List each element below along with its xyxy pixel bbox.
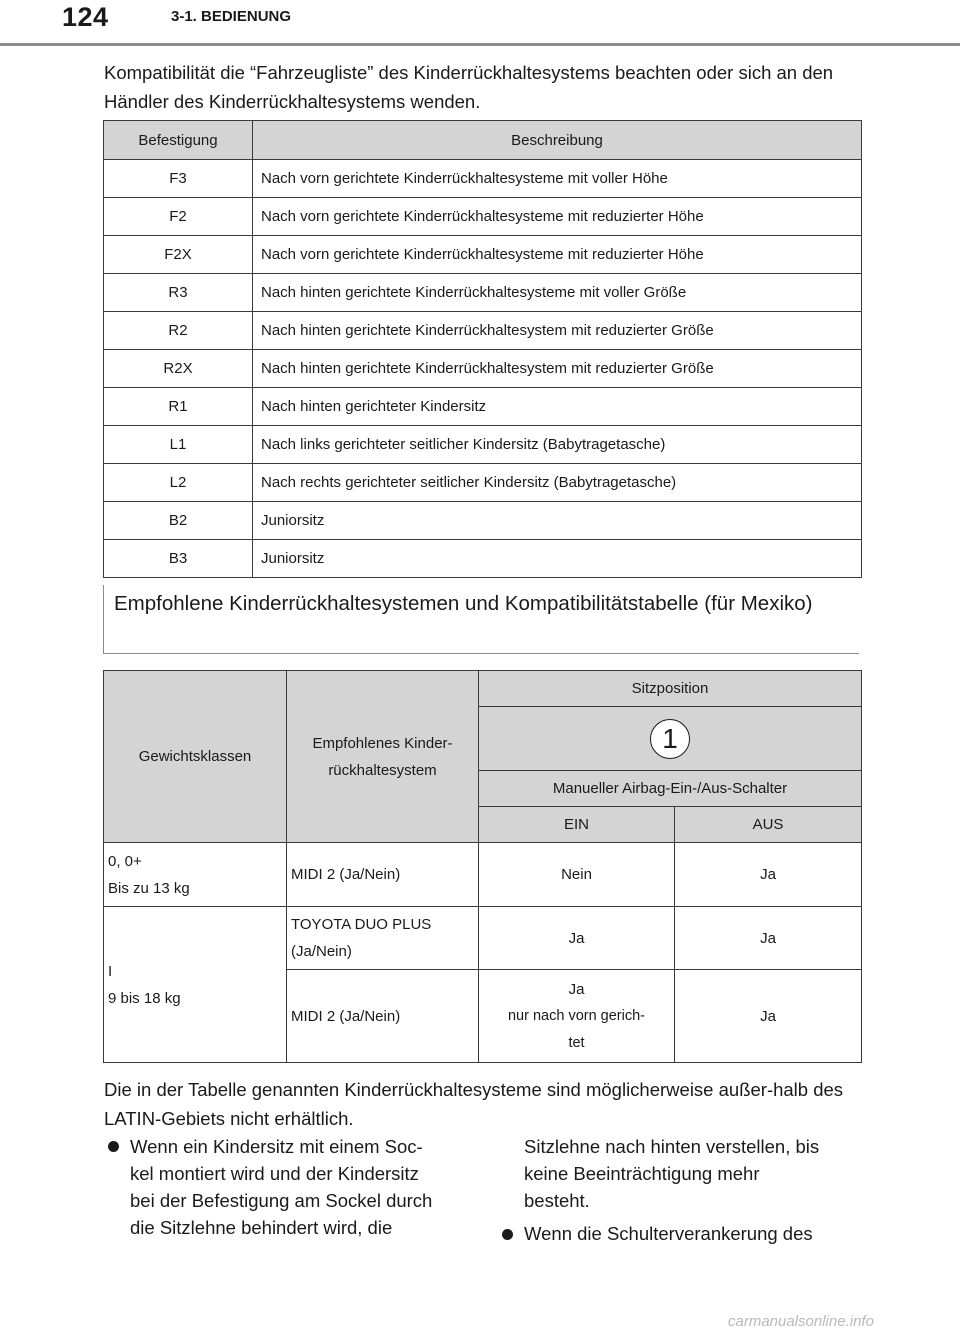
row-code: R3: [104, 274, 253, 312]
row-description: Nach links gerichteter seitlicher Kindersitz (Babytragetasche): [253, 426, 862, 464]
row-description: Nach hinten gerichteter Kindersitz: [253, 388, 862, 426]
header-recommended-system: [287, 671, 479, 843]
row-description: Nach vorn gerichtete Kinderrückhaltesysteme mit reduzierter Höhe: [253, 198, 862, 236]
availability-note: Die in der Tabelle genannten Kinderrückhaltesysteme sind möglicherweise außer-halb des LATIN-Gebiets nicht erhältlich.: [104, 1079, 844, 1129]
table-row: [104, 236, 862, 274]
system-name-line-2: (Ja/Nein): [291, 943, 352, 960]
weight-class-range: 9 bis 18 kg: [108, 989, 181, 1007]
row-code: R2: [104, 312, 253, 350]
table-row: [104, 907, 862, 970]
row-description: Nach vorn gerichtete Kinderrückhaltesysteme mit reduzierter Höhe: [253, 236, 862, 274]
system-cell: MIDI 2 (Ja/Nein): [287, 970, 479, 1063]
row-description: Nach rechts gerichteter seitlicher Kindersitz (Babytragetasche): [253, 464, 862, 502]
left-line-3: bei der Befestigung am Sockel durch: [130, 1190, 433, 1211]
header-divider: [0, 43, 960, 46]
table-row: [104, 198, 862, 236]
left-column-text: [130, 1133, 475, 1241]
anchorage-table-header: [104, 121, 862, 160]
system-cell: MIDI 2 (Ja/Nein): [287, 843, 479, 907]
header-befestigung: Befestigung: [104, 121, 253, 160]
watermark: carmanualsonline.info: [728, 1313, 874, 1330]
weight-class-name: I: [108, 962, 113, 980]
anchorage-table: [103, 120, 862, 578]
system-name-line-1: TOYOTA DUO PLUS: [291, 916, 432, 933]
header-airbag-switch: Manueller Airbag-Ein-/Aus-Schalter: [479, 771, 862, 807]
seat-number-badge: 1: [650, 719, 690, 759]
row-code: R1: [104, 388, 253, 426]
table-row: [104, 350, 862, 388]
on-value-line-1: Ja: [568, 980, 585, 998]
table-row: [104, 843, 862, 907]
row-code: B2: [104, 502, 253, 540]
right-line-1: Sitzlehne nach hinten verstellen, bis: [524, 1136, 820, 1157]
row-code: F2X: [104, 236, 253, 274]
off-cell: Ja: [675, 970, 862, 1063]
row-code: F3: [104, 160, 253, 198]
weight-class-name: 0, 0+: [108, 852, 142, 870]
on-value-line-2: nur nach vorn gerich-: [507, 1007, 645, 1024]
left-line-4: die Sitzlehne behindert wird, die: [130, 1217, 393, 1238]
table-row: [104, 312, 862, 350]
row-description: Juniorsitz: [253, 502, 862, 540]
row-description: Nach hinten gerichtete Kinderrückhaltesysteme mit voller Größe: [253, 274, 862, 312]
on-cell: Nein: [479, 843, 675, 907]
table-row: [104, 160, 862, 198]
row-code: L2: [104, 464, 253, 502]
page-number: 124: [62, 2, 109, 32]
header-system-line-2: rückhaltesystem: [328, 761, 437, 779]
header-weight-class: [104, 671, 287, 843]
right-line-3: besteht.: [524, 1190, 590, 1211]
row-code: R2X: [104, 350, 253, 388]
table-row: [104, 464, 862, 502]
header-system-line-1: Empfohlenes Kinder-: [312, 734, 453, 752]
row-code: F2: [104, 198, 253, 236]
weight-class-cell: [104, 907, 287, 1063]
row-description: Juniorsitz: [253, 540, 862, 578]
section-header: 3-1. BEDIENUNG: [171, 8, 292, 25]
bullet-icon: [502, 1229, 513, 1240]
header-on: EIN: [479, 807, 675, 843]
on-cell: [479, 970, 675, 1063]
table-row: [104, 502, 862, 540]
table-row: [104, 388, 862, 426]
right-line-4: Wenn die Schulterverankerung des: [524, 1223, 813, 1244]
row-description: Nach hinten gerichtete Kinderrückhaltesystem mit reduzierter Größe: [253, 312, 862, 350]
row-description: Nach hinten gerichtete Kinderrückhaltesystem mit reduzierter Größe: [253, 350, 862, 388]
table-row: [104, 426, 862, 464]
header-weight-class-label: Gewichtsklassen: [138, 748, 252, 765]
on-value-line-3: tet: [568, 1034, 585, 1051]
table-row: [104, 274, 862, 312]
table-row: [104, 540, 862, 578]
on-cell: Ja: [479, 907, 675, 970]
weight-class-cell: [104, 843, 287, 907]
row-code: B3: [104, 540, 253, 578]
right-column-text: [524, 1133, 869, 1247]
left-line-1: Wenn ein Kindersitz mit einem Soc-: [130, 1136, 423, 1157]
row-description: Nach vorn gerichtete Kinderrückhaltesysteme mit voller Höhe: [253, 160, 862, 198]
header-off: AUS: [675, 807, 862, 843]
left-line-2: kel montiert wird und der Kindersitz: [130, 1163, 419, 1184]
intro-paragraph: Kompatibilität die “Fahrzeugliste” des Kinderrückhaltesystems beachten oder sich an den Händler des Kinderrückhaltesystems wenden.: [104, 62, 834, 112]
subsection-title: Empfohlene Kinderrückhaltesystemen und Kompatibilitätstabelle (für Mexiko): [114, 592, 813, 615]
header-seat-position: Sitzposition: [479, 671, 862, 707]
weight-class-range: Bis zu 13 kg: [108, 879, 190, 897]
system-cell: [287, 907, 479, 970]
header-beschreibung: Beschreibung: [253, 121, 862, 160]
bullet-icon: [108, 1141, 119, 1152]
off-cell: Ja: [675, 843, 862, 907]
compatibility-table: [103, 670, 862, 1063]
row-code: L1: [104, 426, 253, 464]
off-cell: Ja: [675, 907, 862, 970]
header-seat-number-cell: [479, 707, 862, 771]
subsection-box: [103, 585, 859, 654]
right-line-2: keine Beeinträchtigung mehr: [524, 1163, 760, 1184]
